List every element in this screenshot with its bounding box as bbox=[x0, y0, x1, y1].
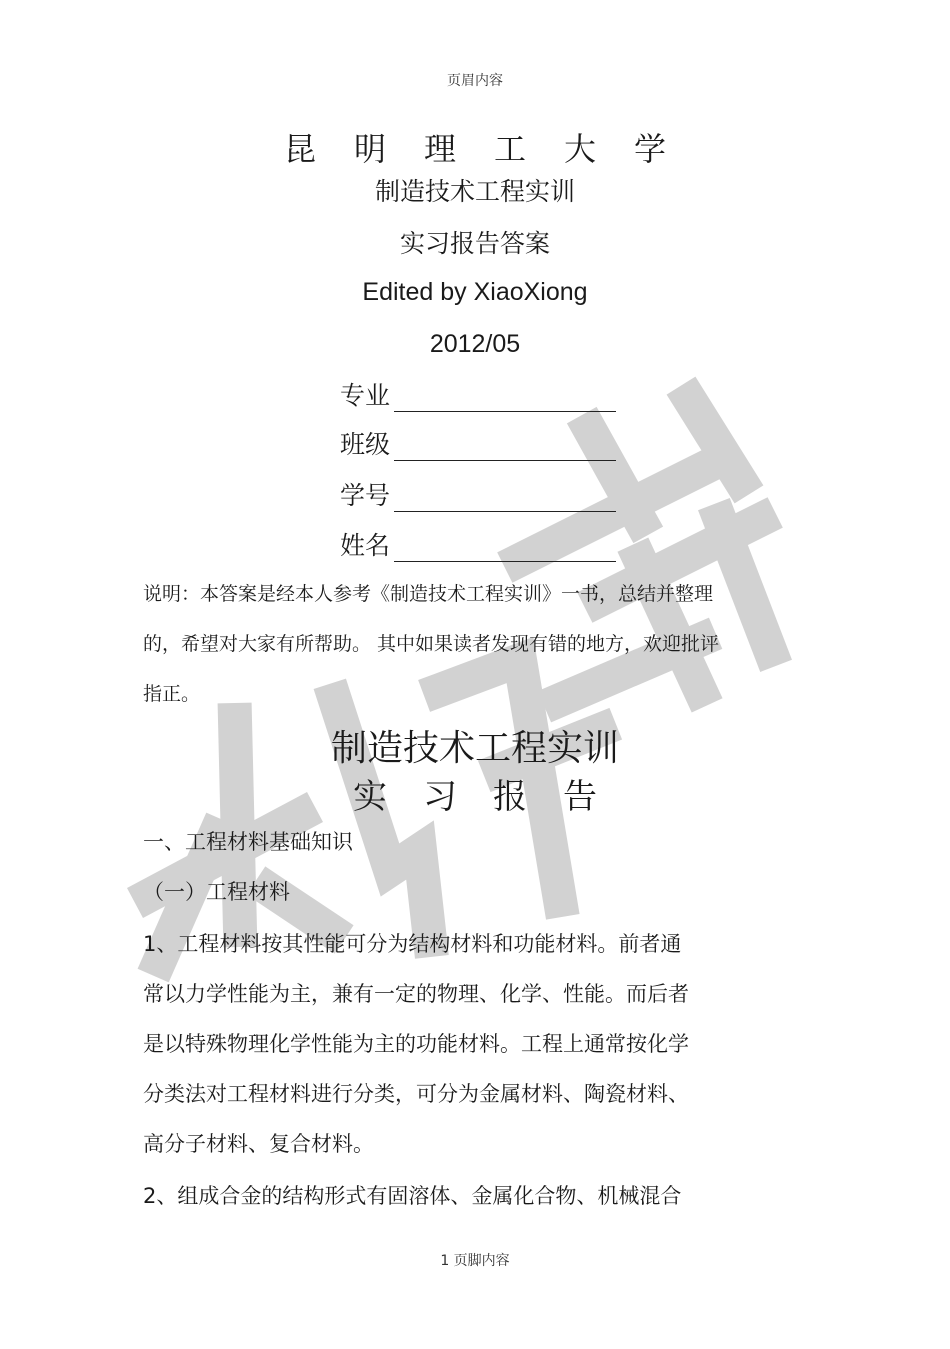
student-id-label: 学号 bbox=[340, 481, 391, 510]
editor-line: Edited by XiaoXiong bbox=[362, 278, 588, 306]
major-blank[interactable] bbox=[394, 385, 616, 412]
note-line-2: 的，希望对大家有所帮助。 其中如果读者发现有错的地方，欢迎批评 bbox=[143, 633, 720, 655]
date-line: 2012/05 bbox=[429, 330, 521, 358]
major-field bbox=[340, 376, 616, 412]
page-header: 页眉内容 bbox=[447, 73, 503, 89]
report-subtitle: 实习报告答案 bbox=[399, 229, 550, 258]
course-title: 制造技术工程实训 bbox=[374, 177, 575, 206]
major-label: 专业 bbox=[340, 381, 391, 410]
chapter-heading: 一、工程材料基础知识 bbox=[143, 830, 353, 854]
paragraph-line: 是以特殊物理化学性能为主的功能材料。工程上通常按化学 bbox=[143, 1032, 689, 1056]
note-line-1: 说明：本答案是经本人参考《制造技术工程实训》一书，总结并整理 bbox=[143, 583, 714, 605]
class-field bbox=[340, 425, 616, 461]
name-label: 姓名 bbox=[340, 531, 391, 560]
university-title: 昆明理工大学 bbox=[283, 130, 704, 168]
subsection-heading: （一）工程材料 bbox=[143, 880, 290, 904]
page-footer: 1 页脚内容 bbox=[440, 1253, 510, 1269]
student-id-field bbox=[340, 476, 616, 512]
name-field bbox=[340, 526, 616, 562]
paragraph-line: 1、工程材料按其性能可分为结构材料和功能材料。前者通 bbox=[143, 932, 682, 956]
note-line-3: 指正。 bbox=[143, 683, 201, 705]
paragraph-line: 常以力学性能为主，兼有一定的物理、化学、性能。而后者 bbox=[143, 982, 689, 1006]
name-blank[interactable] bbox=[394, 535, 616, 562]
student-id-blank[interactable] bbox=[394, 485, 616, 512]
class-blank[interactable] bbox=[394, 434, 616, 461]
paragraph-line: 2、组成合金的结构形式有固溶体、金属化合物、机械混合 bbox=[143, 1184, 682, 1208]
paragraph-line: 分类法对工程材料进行分类，可分为金属材料、陶瓷材料、 bbox=[143, 1082, 689, 1106]
report-title: 制造技术工程实训 bbox=[330, 728, 619, 769]
report-heading: 实习报告 bbox=[353, 777, 633, 817]
paragraph-line: 高分子材料、复合材料。 bbox=[143, 1132, 374, 1156]
class-label: 班级 bbox=[340, 430, 391, 459]
